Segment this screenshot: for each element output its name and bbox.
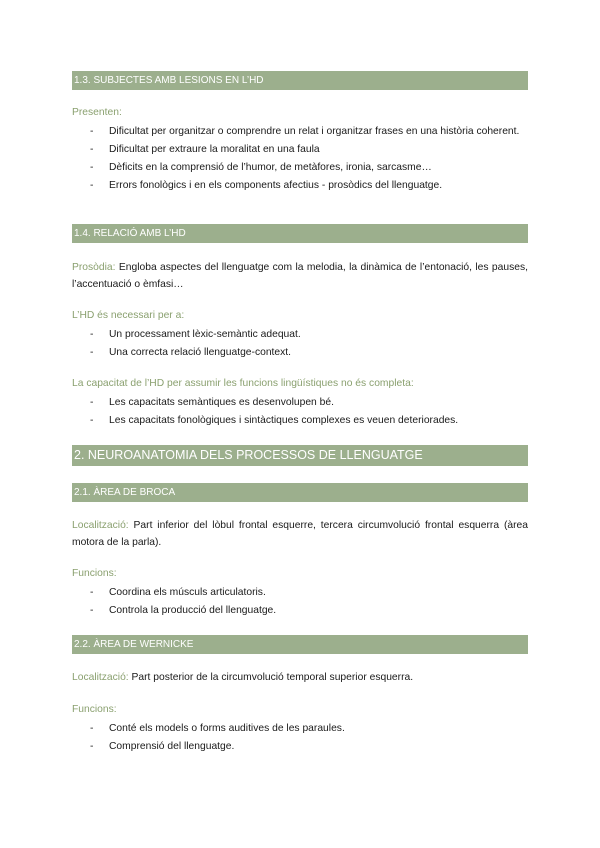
list-dash: -: [90, 329, 94, 340]
wernicke-functions-list: [72, 720, 528, 756]
capacity-list: [72, 394, 528, 430]
presenten-label: Presenten:: [72, 107, 122, 118]
section-heading-2: 2. NEUROANATOMIA DELS PROCESSOS DE LLENGUATGE: [72, 445, 528, 466]
wernicke-location-label: Localització:: [72, 672, 129, 683]
section-heading-1-3: 1.3. SUBJECTES AMB LESIONS EN L’HD: [72, 71, 528, 90]
broca-functions-label: Funcions:: [72, 568, 117, 579]
list-item: - Un processament lèxic-semàntic adequat.: [72, 326, 528, 343]
prosodia-paragraph: [72, 259, 528, 293]
capacity-label: La capacitat de l’HD per assumir les funcions lingüístiques no és completa:: [72, 378, 414, 389]
list-dash: -: [90, 180, 94, 191]
wernicke-functions-label: Funcions:: [72, 704, 117, 715]
prosodia-label: Prosòdia:: [72, 262, 116, 273]
list-dash: -: [90, 723, 94, 734]
list-item: - Les capacitats fonològiques i sintàctiques complexes es veuen deteriorades.: [72, 412, 528, 429]
list-dash: -: [90, 144, 94, 155]
list-item: - Dificultat per organitzar o comprendre un relat i organitzar frases en una història coherent.: [72, 123, 528, 140]
list-item: - Les capacitats semàntiques es desenvolupen bé.: [72, 394, 528, 411]
list-dash: -: [90, 126, 94, 137]
list-dash: -: [90, 741, 94, 752]
list-item: - Conté els models o forms auditives de les paraules.: [72, 720, 528, 737]
lesions-list: [72, 123, 528, 195]
list-item: - Comprensió del llenguatge.: [72, 738, 528, 755]
prosodia-text: Engloba aspectes del llenguatge com la melodia, la dinàmica de l’entonació, les pauses, l’accentuació o èmfasi…: [72, 262, 528, 290]
broca-location-label: Localització:: [72, 520, 129, 531]
list-dash: -: [90, 605, 94, 616]
section-heading-2-1: 2.1. ÀREA DE BROCA: [72, 483, 528, 502]
broca-location-paragraph: [72, 517, 528, 551]
list-dash: -: [90, 162, 94, 173]
list-item: - Dificultat per extraure la moralitat en una faula: [72, 141, 528, 158]
list-dash: -: [90, 415, 94, 426]
list-dash: -: [90, 347, 94, 358]
list-item: - Dèficits en la comprensió de l’humor, de metàfores, ironia, sarcasme…: [72, 159, 528, 176]
section-heading-1-4: 1.4. RELACIÓ AMB L’HD: [72, 224, 528, 243]
wernicke-location-paragraph: [72, 669, 528, 686]
broca-functions-list: [72, 584, 528, 620]
broca-location-text: Part inferior del lòbul frontal esquerre, tercera circumvolució frontal esquerra (àrea motora de la parla).: [72, 520, 528, 548]
list-item: - Coordina els músculs articulatoris.: [72, 584, 528, 601]
section-heading-2-2: 2.2. ÀREA DE WERNICKE: [72, 635, 528, 654]
list-dash: -: [90, 397, 94, 408]
list-item: - Una correcta relació llenguatge-context.: [72, 344, 528, 361]
list-item: - Controla la producció del llenguatge.: [72, 602, 528, 619]
list-dash: -: [90, 587, 94, 598]
list-item: - Errors fonològics i en els components afectius - prosòdics del llenguatge.: [72, 177, 528, 194]
wernicke-location-text: Part posterior de la circumvolució temporal superior esquerra.: [128, 672, 414, 683]
needed-list: [72, 326, 528, 362]
needed-label: L’HD és necessari per a:: [72, 310, 185, 321]
